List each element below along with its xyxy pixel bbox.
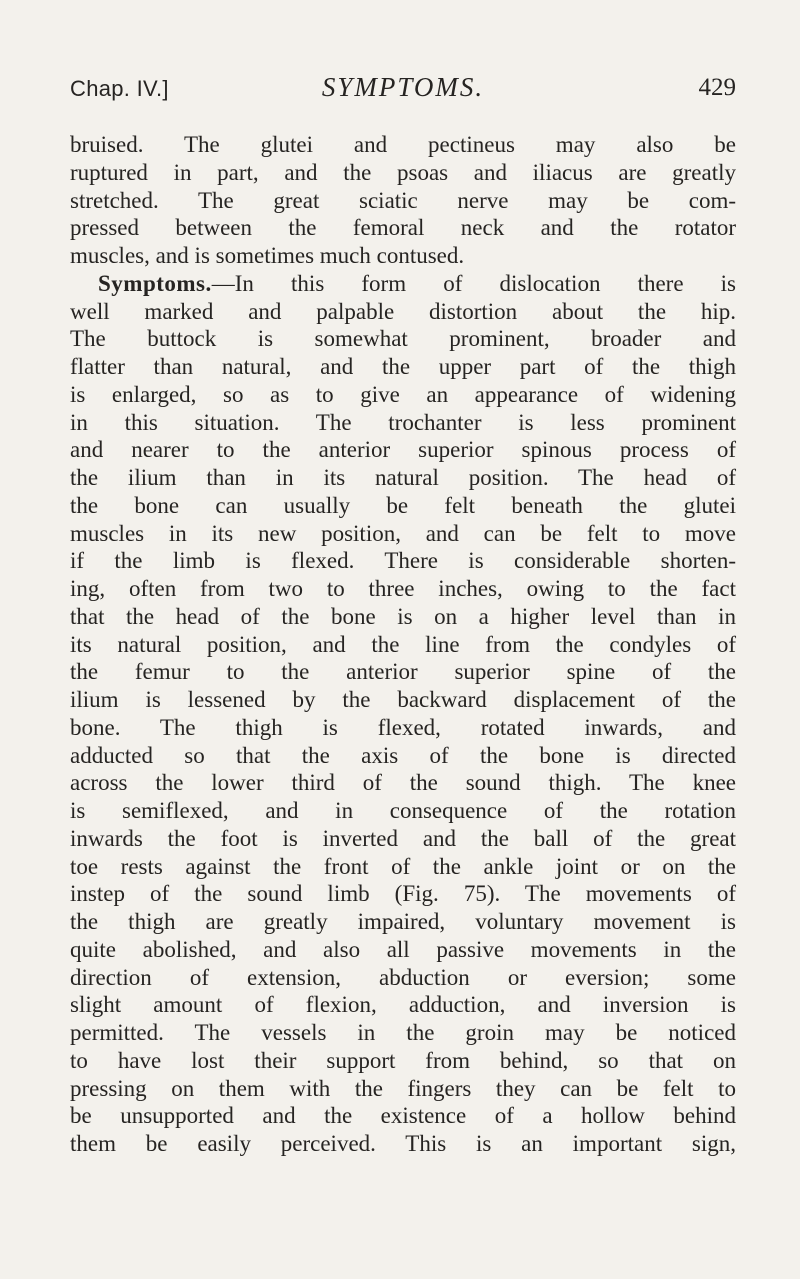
text-line: ilium is lessened by the backward displacement of the [70, 687, 736, 712]
text-line: direction of extension, abduction or eversion; some [70, 964, 736, 990]
text-line: well marked and palpable distortion about the hip. [70, 298, 736, 324]
running-title: SYMPTOMS. [321, 72, 485, 102]
text-line: bruised. The glutei and pectineus may also be [70, 132, 736, 157]
text-line: in this situation. The trochanter is less prominent [70, 409, 736, 435]
text-line: ruptured in part, and the psoas and iliacus are greatly [70, 159, 736, 185]
text-line: the femur to the anterior superior spine of the [70, 659, 736, 685]
text-line: its natural position, and the line from the condyles of [70, 631, 736, 657]
text-line: is semiflexed, and in consequence of the rotation [70, 798, 736, 823]
text-line: across the lower third of the sound thigh. The knee [70, 770, 736, 796]
text-line: flatter than natural, and the upper part of the thigh [70, 354, 736, 379]
text-line: ing, often from two to three inches, owing to the fact [70, 576, 736, 601]
text-line: the thigh are greatly impaired, voluntary movement is [70, 909, 736, 934]
text-line: pressing on them with the fingers they can be felt to [70, 1075, 736, 1101]
section-heading: Symptoms. [98, 270, 212, 296]
text-line: permitted. The vessels in the groin may be noticed [70, 1020, 736, 1045]
text-line: to have lost their support from behind, so that on [70, 1047, 736, 1073]
text-line: is enlarged, so as to give an appearance of widening [70, 381, 736, 407]
text-line: stretched. The great sciatic nerve may be com- [70, 187, 736, 213]
text-line: the bone can usually be felt beneath the glutei [70, 492, 736, 518]
text-line: that the head of the bone is on a higher level than in [70, 603, 736, 629]
text-line: muscles, and is sometimes much contused. [70, 243, 465, 268]
text-line: slight amount of flexion, adduction, and inversion is [70, 992, 736, 1018]
text-line: and nearer to the anterior superior spinous process of [70, 437, 736, 463]
text-line: The buttock is somewhat prominent, broader and [70, 326, 736, 352]
text-line: bone. The thigh is flexed, rotated inwards, and [70, 714, 736, 740]
text-line: instep of the sound limb (Fig. 75). The movements of [70, 881, 736, 907]
body-text [70, 131, 736, 1158]
text-line: toe rests against the front of the ankle joint or on the [70, 853, 736, 879]
text-line: pressed between the femoral neck and the rotator [70, 215, 736, 241]
text-line: muscles in its new position, and can be felt to move [70, 520, 736, 546]
page-header [70, 72, 736, 108]
section-first-line [70, 270, 736, 298]
text-line: adducted so that the axis of the bone is directed [70, 742, 736, 768]
page-number: 429 [698, 74, 736, 101]
text-line: the ilium than in its natural position. The head of [70, 465, 736, 490]
text-line: them be easily perceived. This is an important sign, [70, 1131, 736, 1156]
text-line: be unsupported and the existence of a hollow behind [70, 1103, 736, 1129]
text-line: inwards the foot is inverted and the ball of the great [70, 825, 736, 851]
text-line: if the limb is flexed. There is considerable shorten- [70, 548, 736, 574]
chapter-label: Chap. IV.] [70, 76, 169, 101]
section-first-line-text: —In this form of dislocation there is [211, 270, 736, 296]
text-line: quite abolished, and also all passive movements in the [70, 936, 736, 962]
